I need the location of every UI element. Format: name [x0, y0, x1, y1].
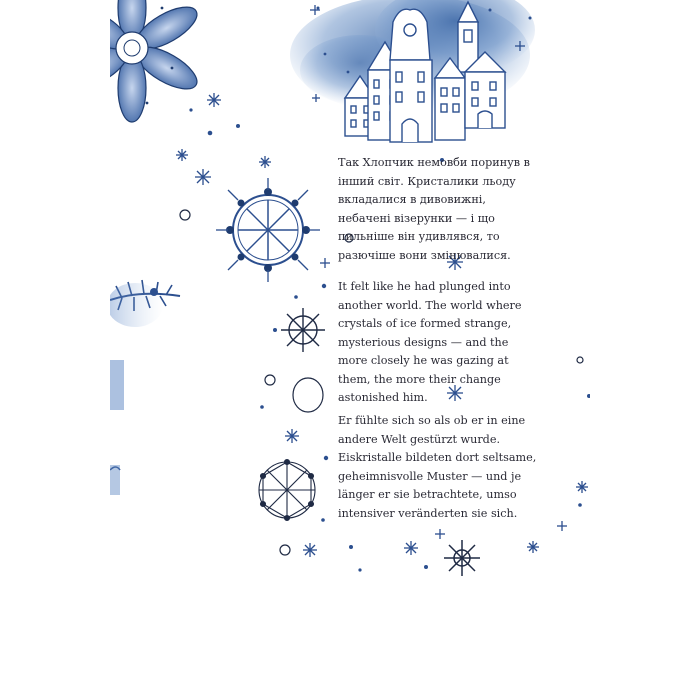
bottom-snowflake-icon	[444, 540, 480, 576]
book-page	[110, 0, 590, 578]
fir-branch-illustration	[110, 280, 180, 495]
petal-snowflake-icon	[110, 0, 203, 122]
lace-snowflake-icon	[216, 178, 320, 282]
paragraph-english	[338, 278, 538, 408]
paragraph-german	[338, 412, 538, 523]
paragraph-german-text: Er fühlte sich so als ob er in eine andere Welt gestürzt wurde. Eiskristalle bildeten dort seltsame, geheimnisvolle Muster — und je länger er sie betrachtete, umso intensiver veränderten sie sich.	[338, 414, 537, 520]
paragraph-ukrainian	[338, 154, 538, 265]
paragraph-ukrainian-text: Так Хлопчик немовби поринув в інший світ. Кристалики льоду вкладалися в дивовижні, небачені візерунки — і що пильніше він удивлявся, то разючіше вони змінювалися.	[338, 156, 530, 262]
paragraph-english-text: It felt like he had plunged into another world. The world where crystals of ice formed strange, mysterious designs — and the more closely he was gazing at them, the more their change astonished him.	[338, 280, 522, 404]
dotted-snowflake-icon	[259, 460, 315, 521]
sketch-snowflake-icon	[281, 308, 325, 352]
